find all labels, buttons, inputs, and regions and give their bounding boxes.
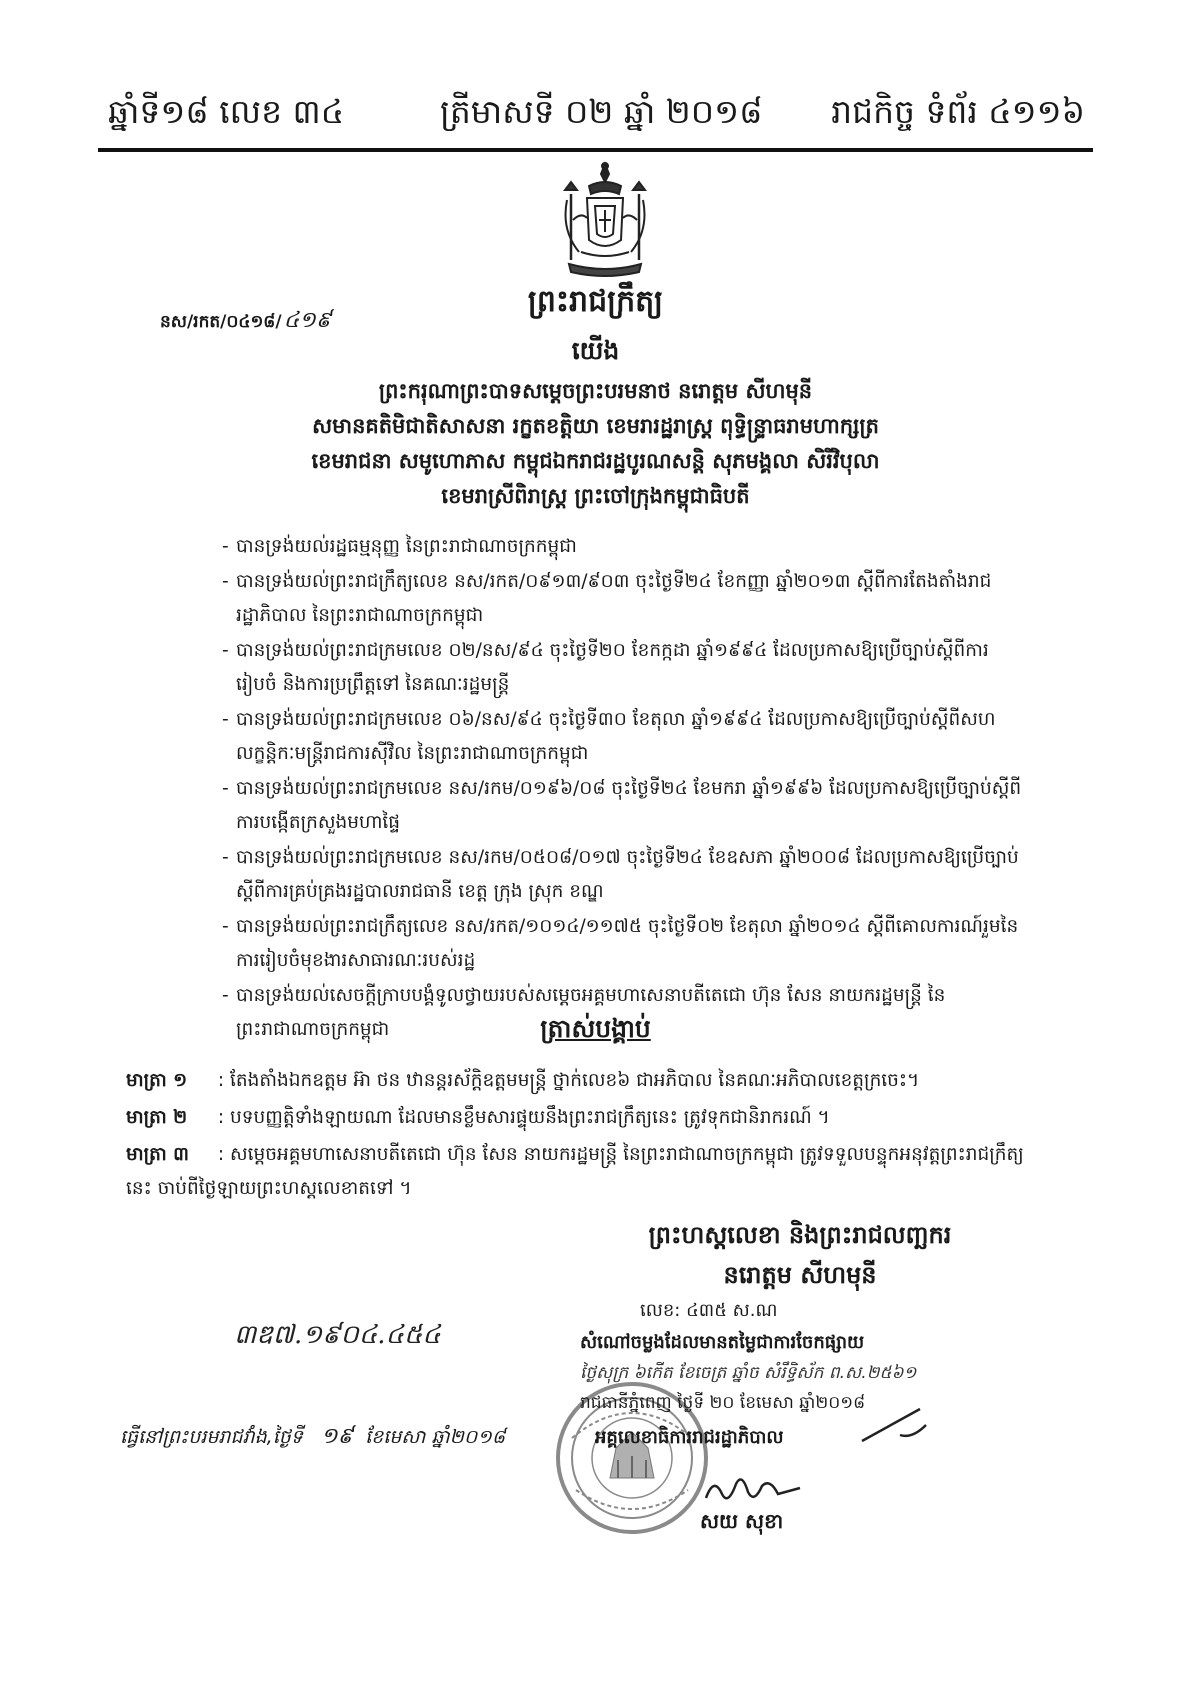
royal-signatory-name: នរោត្តម សីហមុនី xyxy=(723,1261,877,1289)
certified-copy-label: សំណៅចម្លងដែលមានតម្លៃជាការចែកផ្សាយ xyxy=(580,1332,865,1353)
secretary-general-name: សយ សុខា xyxy=(700,1509,784,1533)
article-text: : សម្តេចអគ្គមហាសេនាបតីតេជោ ហ៊ុន សែន នាយករដ្ឋមន្ត្រី នៃព្រះរាជាណាចក្រកម្ពុជា ត្រូវទទួលបន្ទុកអនុវត្តព្រះរាជក្រឹត្យនេះ ចាប់ពីថ្ងៃឡាយព្រះហស្តលេខាតទៅ ។ xyxy=(126,1144,1024,1199)
article-label: មាត្រា ១ xyxy=(126,1070,188,1091)
article-3 xyxy=(126,1138,1046,1206)
citation-item: - បានទ្រង់យល់ព្រះរាជក្រមលេខ ០៦/នស/៩៤ ចុះថ្ងៃទី៣០ ខែតុលា ឆ្នាំ១៩៩៤ ដែលប្រកាសឱ្យប្រើច្បាប់ស្តីពីសហលក្ខន្តិកៈមន្ត្រីរាជការស៊ីវិល នៃព្រះរាជាណាចក្រកម្ពុជា xyxy=(222,703,1022,772)
royal-title-line: សមានគតិមិជាតិសាសនា រក្ខតខត្តិយា ខេមរារដ្ឋរាស្ត្រ ពុទ្ធិន្ទ្រាធរាមហាក្សត្រ xyxy=(312,414,879,438)
signature-icon xyxy=(700,1470,810,1510)
citation-item: - បានទ្រង់យល់សេចក្តីក្រាបបង្គំទូលថ្វាយរបស់សម្តេចអគ្គមហាសេនាបតីតេជោ ហ៊ុន សែន នាយករដ្ឋមន្ត្រី នៃព្រះរាជាណាចក្រកម្ពុជា xyxy=(222,979,1022,1048)
citation-item: - បានទ្រង់យល់ព្រះរាជក្រមលេខ នស/រកម/០៥០៨/០១៧ ចុះថ្ងៃទី២៤ ខែឧសភា ឆ្នាំ២០០៨ ដែលប្រកាសឱ្យប្រើច្បាប់ស្តីពីការគ្រប់គ្រងរដ្ឋបាលរាជធានី ខេត្ត ក្រុង ស្រុក ខណ្ឌ xyxy=(222,841,1022,910)
citation-item: - បានទ្រង់យល់ព្រះរាជក្រមលេខ ០២/នស/៩៤ ចុះថ្ងៃទី២០ ខែកក្កដា ឆ្នាំ១៩៩៤ ដែលប្រកាសឱ្យប្រើច្បាប់ស្តីពីការរៀបចំ និងការប្រព្រឹត្តទៅ នៃគណៈរដ្ឋមន្ត្រី xyxy=(222,634,1022,703)
article-text: : តែងតាំងឯកឧត្តម អ៊ា ថន ឋានន្តរស័ក្តិឧត្តមមន្ត្រី ថ្នាក់លេខ៦ ជាអភិបាល នៃគណៈអភិបាលខេត្តក្រចេះ។ xyxy=(217,1070,920,1091)
citation-item: - បានទ្រង់យល់រដ្ឋធម្មនុញ្ញ នៃព្រះរាជាណាចក្រកម្ពុជា xyxy=(222,530,1022,565)
done-at-prefix: ធ្វើនៅព្រះបរមរាជវាំង,ថ្ងៃទី xyxy=(120,1426,303,1448)
article-2 xyxy=(126,1101,1046,1135)
reference-handwritten-number: ៤១៩ xyxy=(283,308,332,333)
reference-prefix: នស/រកត/០៤១៨/ xyxy=(160,312,282,332)
article-label: មាត្រា ៣ xyxy=(126,1144,189,1165)
royal-title-line: ព្រះករុណាព្រះបាទសម្តេចព្រះបរមនាថ នរោត្តម សីហមុនី xyxy=(378,379,813,403)
decree-we: យើង xyxy=(571,336,620,365)
done-at-day: ១៩ xyxy=(320,1424,354,1449)
preliminary-citations xyxy=(222,530,1022,1048)
done-at-suffix: ខែមេសា ឆ្នាំ២០១៨ xyxy=(365,1426,506,1448)
secretary-general-office: អគ្គលេខាធិការរាជរដ្ឋាភិបាល xyxy=(595,1427,784,1448)
signature-flourish-icon xyxy=(860,1405,930,1445)
citation-item: - បានទ្រង់យល់ព្រះរាជក្រឹត្យលេខ នស/រកត/១០១៤/១១៧៥ ចុះថ្ងៃទី០២ ខែតុលា ឆ្នាំ២០១៤ ស្តីពីគោលការណ៍រួមនៃការរៀបចំមុខងារសាធារណៈរបស់រដ្ឋ xyxy=(222,910,1022,979)
lunar-date: ថ្ងៃសុក្រ ៦កើត ខែចេត្រ ឆ្នាំច សំរឹទ្ធិស័ក ព.ស.២៥៦១ xyxy=(580,1363,917,1383)
decree-title: ព្រះរាជក្រឹត្យ xyxy=(527,284,664,319)
registration-number: លេខ: ៤៣៥ ស.ណ xyxy=(640,1300,778,1321)
article-text: : បទបញ្ញត្តិទាំងឡាយណា ដែលមានខ្លឹមសារផ្ទុយនឹងព្រះរាជក្រឹត្យនេះ ត្រូវទុកជានិរាករណ៍ ។ xyxy=(217,1107,830,1128)
done-at-line xyxy=(120,1422,505,1454)
royal-title-line: ខេមរាស្រីពិរាស្ត្រ ព្រះចៅក្រុងកម្ពុជាធិបតី xyxy=(441,484,750,508)
header-issue: ឆ្នាំទី១៨ លេខ ៣៤ xyxy=(108,92,345,131)
article-label: មាត្រា ២ xyxy=(126,1107,188,1128)
command-heading: ត្រាស់បង្គាប់ xyxy=(540,1014,651,1043)
citation-item: - បានទ្រង់យល់ព្រះរាជក្រមលេខ នស/រកម/០១៩៦/០៨ ចុះថ្ងៃទី២៤ ខែមករា ឆ្នាំ១៩៩៦ ដែលប្រកាសឱ្យប្រើច្បាប់ស្តីពីការបង្កើតក្រសួងមហាផ្ទៃ xyxy=(222,772,1022,841)
header-quarter: ត្រីមាសទី ០២ ឆ្នាំ ២០១៨ xyxy=(440,92,763,131)
certified-date: រាជធានីភ្នំពេញ ថ្ងៃទី ២០ ខែមេសា ឆ្នាំ២០១៨ xyxy=(580,1393,866,1413)
header-page: រាជកិច្ច ទំព័រ ៤១១៦ xyxy=(831,92,1085,131)
citation-item: - បានទ្រង់យល់ព្រះរាជក្រឹត្យលេខ នស/រកត/០៩១៣/៩០៣ ចុះថ្ងៃទី២៤ ខែកញ្ញា ឆ្នាំ២០១៣ ស្តីពីការតែងតាំងរាជរដ្ឋាភិបាល នៃព្រះរាជាណាចក្រកម្ពុជា xyxy=(222,565,1022,634)
article-1 xyxy=(126,1064,1046,1098)
header-rule xyxy=(98,148,1093,152)
handwritten-code: ៣ឌ៧.១៩០៤.៤៥៤ xyxy=(234,1320,441,1350)
royal-signature-title: ព្រះហស្តលេខា និងព្រះរាជលញ្ឆករ xyxy=(648,1221,952,1249)
royal-title-line: ខេមរាជនា សមូហោភាស កម្ពុជឯករាជរដ្ឋបូរណសន្តិ សុភមង្គលា សិរីវិបុលា xyxy=(311,449,880,473)
royal-coat-of-arms-icon xyxy=(549,160,661,280)
